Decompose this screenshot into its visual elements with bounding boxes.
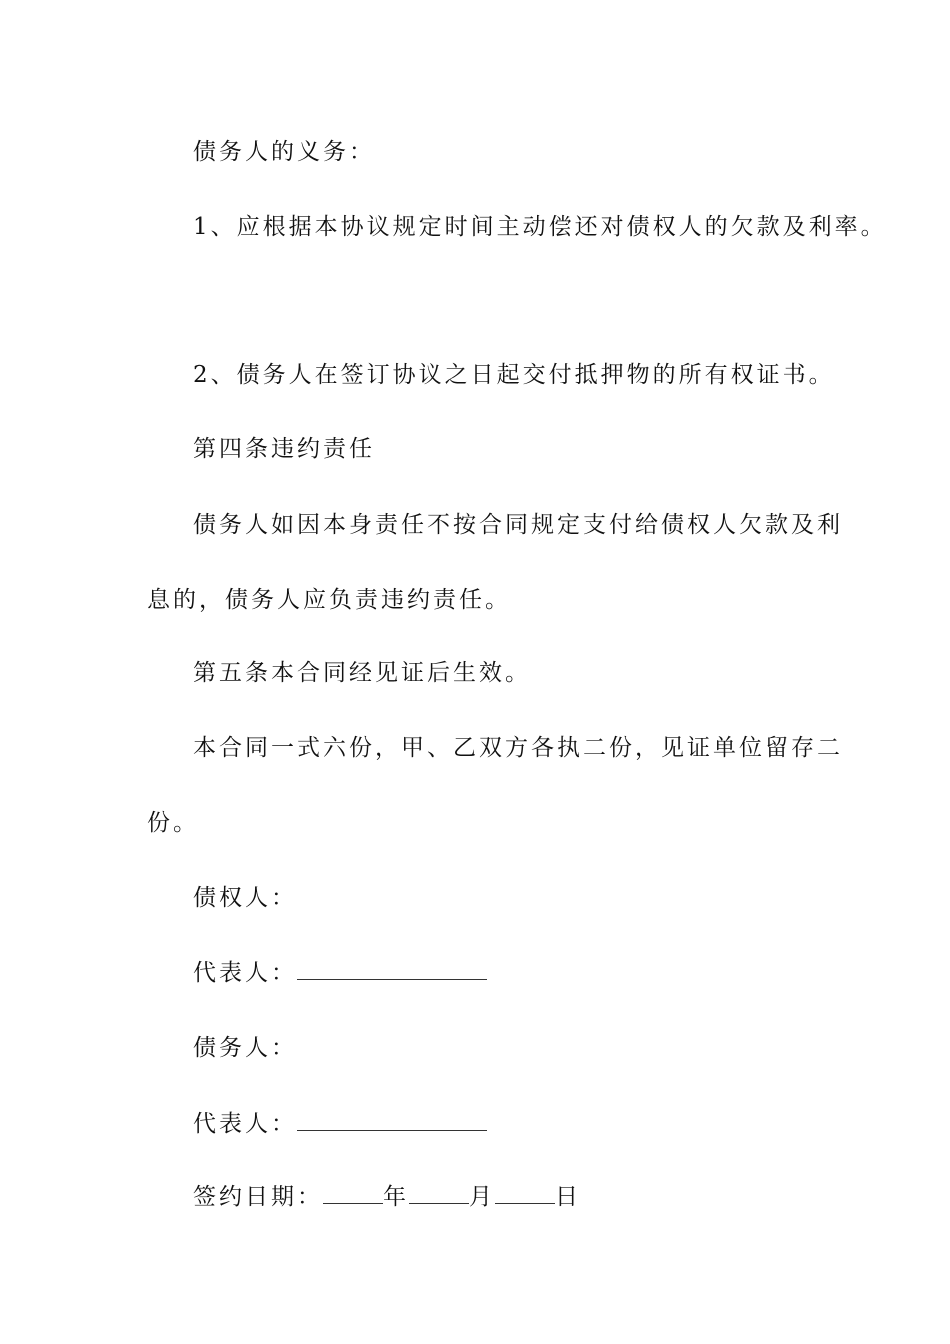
signing-month-blank[interactable] [409, 1181, 469, 1204]
month-label: 月 [469, 1184, 495, 1210]
debtor-representative-blank[interactable] [297, 1108, 487, 1131]
article-4-paragraph-line-1: 债务人如因本身责任不按合同规定支付给债权人欠款及利 [193, 512, 843, 538]
creditor-label: 债权人： [193, 885, 297, 911]
creditor-representative-blank[interactable] [297, 957, 487, 980]
creditor-representative-label: 代表人： [193, 960, 297, 986]
debtor-representative-label: 代表人： [193, 1111, 297, 1137]
copies-paragraph-line-1: 本合同一式六份，甲、乙双方各执二份，见证单位留存二 [193, 735, 843, 761]
debtor-obligations-heading: 债务人的义务： [193, 139, 375, 165]
debtor-representative-row [193, 1108, 487, 1139]
signing-day-blank[interactable] [495, 1181, 555, 1204]
creditor-representative-row [193, 957, 487, 988]
article-5-paragraph: 第五条本合同经见证后生效。 [193, 660, 531, 686]
debtor-label: 债务人： [193, 1035, 297, 1061]
day-label: 日 [555, 1184, 581, 1210]
signing-date-row [193, 1181, 581, 1212]
signing-date-label: 签约日期： [193, 1184, 323, 1210]
signing-year-blank[interactable] [323, 1181, 383, 1204]
year-label: 年 [383, 1184, 409, 1210]
article-4-title: 第四条违约责任 [193, 436, 375, 462]
copies-paragraph-line-2: 份。 [147, 810, 199, 836]
obligation-item-2: 2、债务人在签订协议之日起交付抵押物的所有权证书。 [193, 362, 835, 388]
obligation-item-1: 1、应根据本协议规定时间主动偿还对债权人的欠款及利率。 [193, 214, 887, 240]
article-4-paragraph-line-2: 息的，债务人应负责违约责任。 [147, 587, 511, 613]
